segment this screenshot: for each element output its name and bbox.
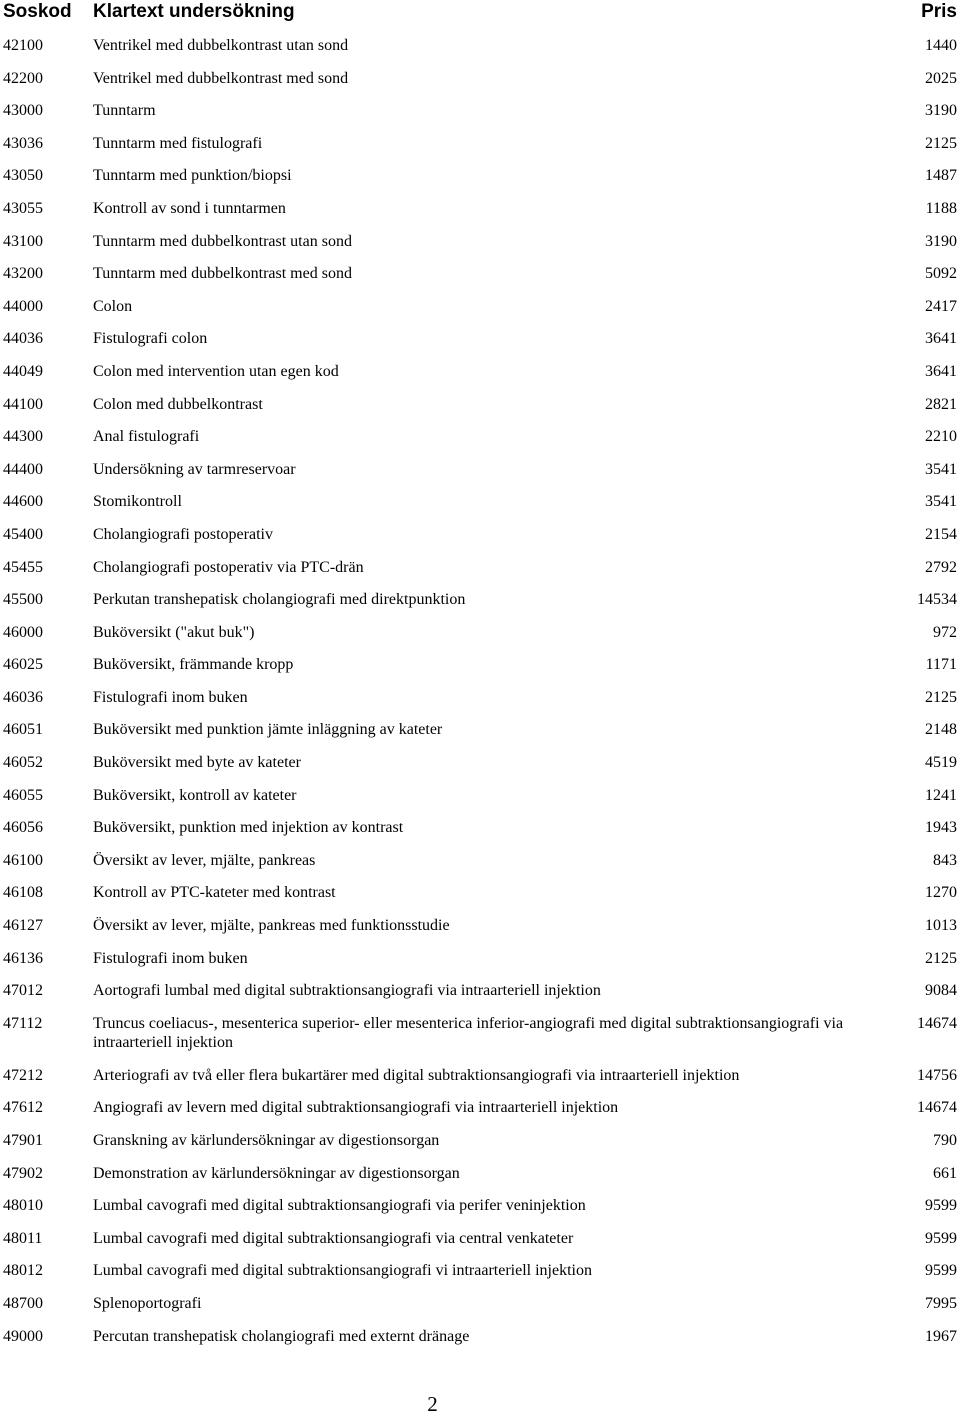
row-price: 3190 — [925, 102, 957, 120]
row-price: 2210 — [925, 428, 957, 446]
row-description: Truncus coeliacus-, mesenterica superior- eller mesenterica inferior-angiografi med digital subtraktionsangiografi via intraarteriell injektion — [93, 1014, 844, 1051]
row-code: 46127 — [3, 917, 43, 935]
table-row — [0, 1160, 960, 1193]
row-description: Kontroll av PTC-kateter med kontrast — [93, 884, 336, 902]
row-description: Fistulografi colon — [93, 330, 208, 348]
row-description: Tunntarm med dubbelkontrast med sond — [93, 265, 352, 283]
row-description: Anal fistulografi — [93, 428, 200, 446]
table-row — [0, 423, 960, 456]
row-price: 2148 — [925, 721, 957, 739]
row-description: Översikt av lever, mjälte, pankreas med funktionsstudie — [93, 917, 450, 935]
table-row — [0, 358, 960, 391]
row-price: 14534 — [917, 591, 957, 609]
row-description: Buköversikt med byte av kateter — [93, 754, 301, 772]
row-code: 46055 — [3, 786, 43, 804]
row-price: 4519 — [925, 754, 957, 772]
table-row — [0, 1062, 960, 1095]
row-code: 46036 — [3, 688, 43, 706]
row-code: 43050 — [3, 167, 43, 185]
row-price: 2821 — [925, 395, 957, 413]
row-code: 43055 — [3, 199, 43, 217]
row-code: 44100 — [3, 395, 43, 413]
table-row — [0, 912, 960, 945]
table-row — [0, 1225, 960, 1258]
table-row — [0, 684, 960, 717]
row-description: Colon med intervention utan egen kod — [93, 362, 339, 380]
row-code: 49000 — [3, 1327, 43, 1345]
row-price: 9599 — [925, 1262, 957, 1280]
table-row — [0, 1010, 960, 1062]
row-description: Tunntarm med fistulografi — [93, 134, 263, 152]
row-description: Granskning av kärlundersökningar av digestionsorgan — [93, 1132, 440, 1149]
row-price: 7995 — [925, 1294, 957, 1312]
table-row — [0, 782, 960, 815]
row-code: 42200 — [3, 69, 43, 87]
row-description: Buköversikt med punktion jämte inläggning av kateter — [93, 721, 443, 739]
table-row — [0, 521, 960, 554]
row-price: 3641 — [925, 362, 957, 380]
table-row — [0, 945, 960, 978]
row-code: 44036 — [3, 330, 43, 348]
row-code: 43000 — [3, 102, 43, 120]
table-row — [0, 391, 960, 424]
row-description: Ventrikel med dubbelkontrast med sond — [93, 69, 349, 87]
table-row — [0, 1094, 960, 1127]
row-code: 45455 — [3, 558, 43, 576]
table-row — [0, 65, 960, 98]
row-price: 790 — [933, 1132, 957, 1149]
row-code: 46025 — [3, 656, 43, 674]
row-description: Buköversikt, främmande kropp — [93, 656, 294, 674]
table-row — [0, 749, 960, 782]
header-price: Pris — [921, 1, 957, 22]
row-price: 2792 — [925, 558, 957, 576]
row-price: 3190 — [925, 232, 957, 250]
row-description: Splenoportografi — [93, 1294, 202, 1312]
row-price: 3541 — [925, 493, 957, 511]
row-price: 3641 — [925, 330, 957, 348]
row-code: 46136 — [3, 949, 43, 967]
row-description: Ventrikel med dubbelkontrast utan sond — [93, 37, 349, 54]
row-price: 843 — [933, 851, 957, 869]
row-description: Perkutan transhepatisk cholangiografi med direktpunktion — [93, 591, 466, 609]
table-row — [0, 130, 960, 163]
row-code: 43036 — [3, 134, 43, 152]
row-price: 9084 — [925, 982, 957, 1000]
row-code: 47012 — [3, 982, 43, 1000]
table-row — [0, 716, 960, 749]
row-price: 2125 — [925, 949, 957, 967]
row-description: Lumbal cavografi med digital subtraktionsangiografi via central venkateter — [93, 1229, 574, 1247]
table-row — [0, 32, 960, 65]
table-row — [0, 325, 960, 358]
row-code: 44300 — [3, 428, 43, 446]
row-price: 9599 — [925, 1229, 957, 1247]
row-code: 48012 — [3, 1262, 43, 1280]
row-description: Tunntarm — [93, 102, 156, 120]
row-code: 47901 — [3, 1132, 43, 1149]
row-code: 46056 — [3, 819, 43, 837]
row-description: Buköversikt, punktion med injektion av kontrast — [93, 819, 404, 837]
row-price: 3541 — [925, 460, 957, 478]
row-code: 45400 — [3, 525, 43, 543]
table-row — [0, 814, 960, 847]
table-row — [0, 195, 960, 228]
table-row — [0, 260, 960, 293]
row-code: 46108 — [3, 884, 43, 902]
row-price: 5092 — [925, 265, 957, 283]
row-code: 47112 — [3, 1014, 43, 1032]
table-row — [0, 651, 960, 684]
table-row — [0, 619, 960, 652]
row-code: 44000 — [3, 297, 43, 315]
row-price: 2025 — [925, 69, 957, 87]
row-price: 14674 — [917, 1099, 957, 1117]
page-number: 2 — [427, 1392, 438, 1416]
row-description: Undersökning av tarmreservoar — [93, 460, 296, 478]
row-price: 1943 — [925, 819, 957, 837]
table-row — [0, 97, 960, 130]
row-code: 43200 — [3, 265, 43, 283]
row-price: 1013 — [925, 917, 957, 935]
row-code: 46100 — [3, 851, 43, 869]
row-description: Colon — [93, 297, 133, 315]
table-row — [0, 293, 960, 326]
row-price: 2125 — [925, 134, 957, 152]
row-price: 661 — [933, 1164, 957, 1182]
row-price: 1188 — [925, 199, 957, 217]
table-header — [0, 0, 960, 28]
row-price: 9599 — [925, 1197, 957, 1215]
table-row — [0, 1127, 960, 1160]
row-price: 1241 — [925, 786, 957, 804]
row-code: 46052 — [3, 754, 43, 772]
row-code: 46000 — [3, 623, 43, 641]
row-description: Lumbal cavografi med digital subtraktionsangiografi vi intraarteriell injektion — [93, 1262, 592, 1280]
row-description: Lumbal cavografi med digital subtraktionsangiografi via perifer veninjektion — [93, 1197, 586, 1215]
row-price: 2154 — [925, 525, 957, 543]
row-price: 1171 — [925, 656, 957, 674]
row-description: Buköversikt ("akut buk") — [93, 623, 255, 641]
row-price: 1487 — [925, 167, 957, 185]
row-code: 48011 — [3, 1229, 43, 1247]
table-row — [0, 977, 960, 1010]
table-row — [0, 456, 960, 489]
row-description: Cholangiografi postoperativ — [93, 525, 273, 543]
row-code: 45500 — [3, 591, 43, 609]
table-row — [0, 847, 960, 880]
row-code: 47612 — [3, 1099, 43, 1117]
row-price: 1967 — [925, 1327, 957, 1345]
row-code: 44400 — [3, 460, 43, 478]
table-row — [0, 488, 960, 521]
row-code: 48010 — [3, 1197, 43, 1215]
table-row — [0, 1323, 960, 1356]
table-body — [0, 32, 960, 1355]
row-description: Buköversikt, kontroll av kateter — [93, 786, 297, 804]
row-description: Cholangiografi postoperativ via PTC-drän — [93, 558, 364, 576]
row-description: Översikt av lever, mjälte, pankreas — [93, 851, 316, 869]
row-description: Fistulografi inom buken — [93, 949, 248, 967]
row-description: Kontroll av sond i tunntarmen — [93, 199, 286, 217]
row-price: 14674 — [917, 1014, 957, 1032]
row-code: 43100 — [3, 232, 43, 250]
table-row — [0, 586, 960, 619]
row-description: Aortografi lumbal med digital subtraktionsangiografi via intraarteriell injektion — [93, 982, 601, 1000]
table-row — [0, 162, 960, 195]
table-row — [0, 1290, 960, 1323]
header-description: Klartext undersökning — [93, 1, 295, 22]
row-price: 2125 — [925, 688, 957, 706]
row-price: 14756 — [917, 1066, 957, 1084]
row-description: Tunntarm med punktion/biopsi — [93, 167, 292, 185]
header-code: Soskod — [3, 1, 72, 22]
table-row — [0, 554, 960, 587]
row-description: Angiografi av levern med digital subtraktionsangiografi via intraarteriell injektion — [93, 1099, 619, 1117]
row-code: 47212 — [3, 1066, 43, 1084]
row-description: Tunntarm med dubbelkontrast utan sond — [93, 232, 352, 250]
row-description: Percutan transhepatisk cholangiografi med externt dränage — [93, 1327, 470, 1345]
row-code: 46051 — [3, 721, 43, 739]
row-code: 48700 — [3, 1294, 43, 1312]
row-price: 1440 — [925, 37, 957, 54]
row-description: Arteriografi av två eller flera bukartärer med digital subtraktionsangiografi via intraarteriell injektion — [93, 1066, 740, 1084]
row-code: 47902 — [3, 1164, 43, 1182]
row-code: 44600 — [3, 493, 43, 511]
table-row — [0, 879, 960, 912]
table-row — [0, 1257, 960, 1290]
row-description: Demonstration av kärlundersökningar av digestionsorgan — [93, 1164, 460, 1182]
table-row — [0, 228, 960, 261]
row-description: Colon med dubbelkontrast — [93, 395, 263, 413]
table-row — [0, 1192, 960, 1225]
row-description: Stomikontroll — [93, 493, 182, 511]
row-price: 972 — [933, 623, 957, 641]
row-price: 1270 — [925, 884, 957, 902]
row-code: 42100 — [3, 37, 43, 54]
row-description: Fistulografi inom buken — [93, 688, 248, 706]
row-code: 44049 — [3, 362, 43, 380]
row-price: 2417 — [925, 297, 957, 315]
